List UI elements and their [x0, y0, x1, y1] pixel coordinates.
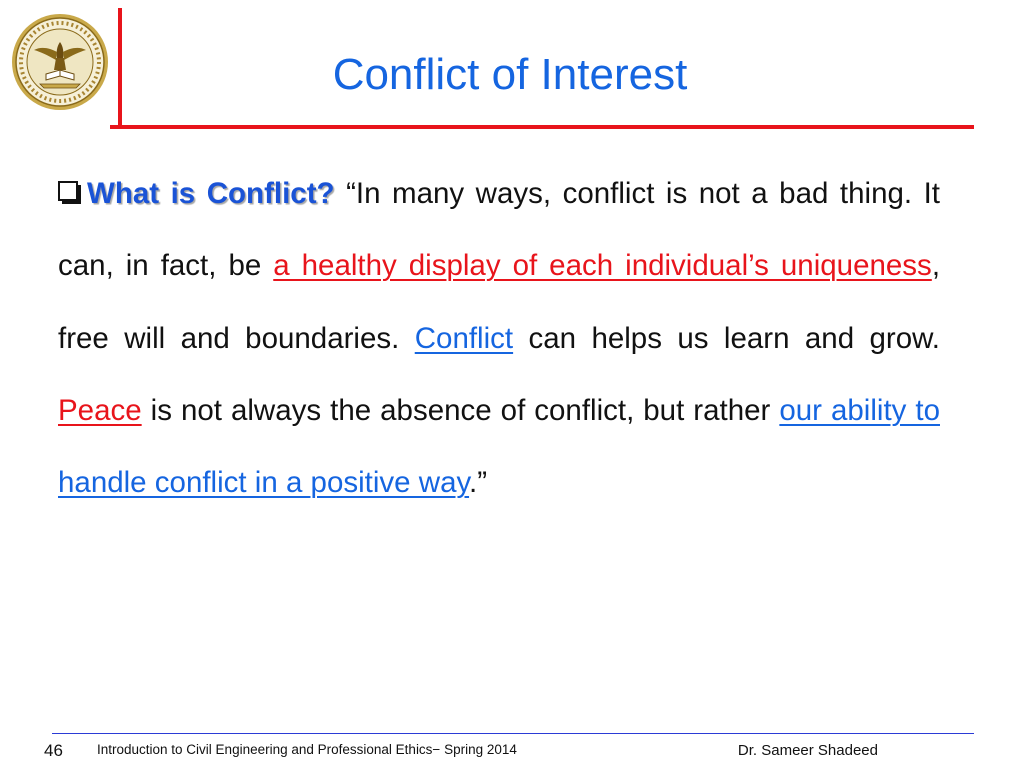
bullet-paragraph — [58, 158, 940, 519]
slide-title: Conflict of Interest — [332, 50, 688, 99]
footer-divider — [52, 733, 974, 734]
healthy-display-link[interactable]: a healthy display of each individual’s uniqueness — [273, 249, 932, 283]
bullet-text-2: , free will and boundaries. — [58, 249, 941, 355]
university-seal-icon — [10, 12, 110, 112]
handle-conflict-link[interactable]: our ability to handle conflict in a positive way — [58, 393, 940, 500]
footer-author: Dr. Sameer Shadeed — [737, 742, 878, 759]
bullet-text-4: is not always the absence of conflict, but rather — [141, 393, 780, 427]
bullet-text-1: “In many ways, conflict is not a bad thing. It can, in fact, be — [58, 177, 940, 283]
page-number: 46 — [44, 741, 63, 760]
title-divider-horizontal — [110, 125, 974, 129]
bullet-text-5: .” — [469, 466, 488, 500]
bullet-text-3: can helps us learn and grow. — [513, 321, 940, 355]
peace-link[interactable]: Peace — [58, 393, 142, 427]
footer-course-title: Introduction to Civil Engineering and Professional Ethics− Spring 2014 — [97, 742, 517, 757]
checkbox-bullet-icon — [58, 181, 81, 204]
bullet-heading: What is Conflict? — [87, 177, 335, 210]
conflict-link[interactable]: Conflict — [414, 321, 514, 355]
